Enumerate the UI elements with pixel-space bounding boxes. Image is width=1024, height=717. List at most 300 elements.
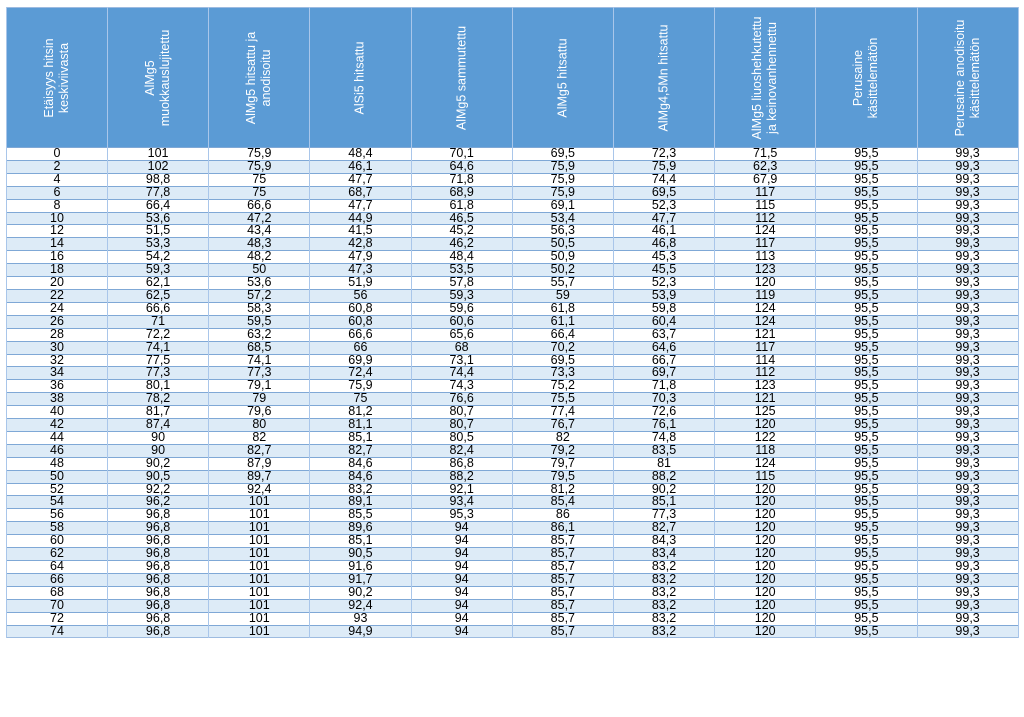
header-almg5-quenched: AlMg5 sammutettu	[411, 8, 512, 148]
table-row	[7, 380, 1019, 393]
hardness-cell: 99,3	[917, 289, 1018, 302]
hardness-cell: 64,6	[613, 341, 714, 354]
hardness-cell: 63,2	[209, 328, 310, 341]
hardness-cell: 120	[715, 522, 816, 535]
hardness-cell: 93,4	[411, 496, 512, 509]
hardness-cell: 48,3	[209, 238, 310, 251]
hardness-cell: 59,3	[108, 264, 209, 277]
hardness-cell: 95,5	[816, 225, 917, 238]
hardness-cell: 50	[209, 264, 310, 277]
table-row	[7, 251, 1019, 264]
hardness-cell: 95,5	[816, 173, 917, 186]
hardness-cell: 65,6	[411, 328, 512, 341]
hardness-cell: 101	[209, 625, 310, 638]
distance-cell: 58	[7, 522, 108, 535]
hardness-cell: 99,3	[917, 341, 1018, 354]
hardness-cell: 85,7	[512, 599, 613, 612]
distance-cell: 70	[7, 599, 108, 612]
distance-cell: 22	[7, 289, 108, 302]
hardness-cell: 96,8	[108, 561, 209, 574]
hardness-cell: 70,1	[411, 148, 512, 161]
distance-cell: 30	[7, 341, 108, 354]
hardness-cell: 124	[715, 225, 816, 238]
hardness-cell: 120	[715, 496, 816, 509]
hardness-cell: 61,8	[411, 199, 512, 212]
hardness-cell: 74,3	[411, 380, 512, 393]
hardness-cell: 68,7	[310, 186, 411, 199]
hardness-cell: 60,8	[310, 302, 411, 315]
hardness-cell: 120	[715, 509, 816, 522]
distance-cell: 50	[7, 470, 108, 483]
hardness-cell: 47,7	[613, 212, 714, 225]
hardness-cell: 46,2	[411, 238, 512, 251]
hardness-cell: 42,8	[310, 238, 411, 251]
hardness-cell: 120	[715, 277, 816, 290]
hardness-cell: 95,5	[816, 212, 917, 225]
hardness-cell: 88,2	[411, 470, 512, 483]
hardness-cell: 84,6	[310, 470, 411, 483]
distance-cell: 34	[7, 367, 108, 380]
hardness-cell: 55,7	[512, 277, 613, 290]
hardness-cell: 95,5	[816, 625, 917, 638]
hardness-cell: 99,3	[917, 535, 1018, 548]
hardness-cell: 123	[715, 380, 816, 393]
hardness-cell: 80,5	[411, 431, 512, 444]
hardness-cell: 93	[310, 612, 411, 625]
distance-cell: 46	[7, 444, 108, 457]
hardness-cell: 99,3	[917, 444, 1018, 457]
hardness-cell: 45,5	[613, 264, 714, 277]
hardness-cell: 99,3	[917, 238, 1018, 251]
hardness-cell: 56,3	[512, 225, 613, 238]
hardness-cell: 75,5	[512, 393, 613, 406]
distance-cell: 40	[7, 406, 108, 419]
hardness-cell: 75	[209, 186, 310, 199]
table-row	[7, 354, 1019, 367]
hardness-cell: 99,3	[917, 264, 1018, 277]
hardness-cell: 69,5	[512, 354, 613, 367]
hardness-cell: 73,1	[411, 354, 512, 367]
hardness-cell: 91,7	[310, 573, 411, 586]
hardness-cell: 95,5	[816, 328, 917, 341]
hardness-cell: 95,5	[816, 612, 917, 625]
distance-cell: 60	[7, 535, 108, 548]
hardness-cell: 88,2	[613, 470, 714, 483]
hardness-cell: 96,8	[108, 573, 209, 586]
distance-cell: 56	[7, 509, 108, 522]
hardness-cell: 99,3	[917, 225, 1018, 238]
hardness-cell: 94	[411, 522, 512, 535]
hardness-cell: 99,3	[917, 509, 1018, 522]
distance-cell: 42	[7, 419, 108, 432]
hardness-cell: 75,9	[512, 186, 613, 199]
hardness-cell: 89,7	[209, 470, 310, 483]
hardness-cell: 48,2	[209, 251, 310, 264]
hardness-cell: 85,5	[310, 509, 411, 522]
hardness-cell: 117	[715, 186, 816, 199]
table-body	[7, 148, 1019, 638]
hardness-cell: 90,2	[310, 586, 411, 599]
hardness-cell: 81,7	[108, 406, 209, 419]
distance-cell: 44	[7, 431, 108, 444]
hardness-cell: 75	[209, 173, 310, 186]
hardness-cell: 96,2	[108, 496, 209, 509]
hardness-cell: 95,5	[816, 380, 917, 393]
hardness-cell: 83,2	[613, 599, 714, 612]
hardness-cell: 67,9	[715, 173, 816, 186]
distance-cell: 54	[7, 496, 108, 509]
hardness-cell: 99,3	[917, 354, 1018, 367]
hardness-cell: 51,5	[108, 225, 209, 238]
header-almg5-solution-aged: AlMg5 liuoshehkutettu ja keinovanhennettu	[715, 8, 816, 148]
hardness-cell: 53,3	[108, 238, 209, 251]
hardness-cell: 99,3	[917, 277, 1018, 290]
hardness-cell: 75,9	[512, 160, 613, 173]
hardness-cell: 62,5	[108, 289, 209, 302]
hardness-cell: 120	[715, 599, 816, 612]
distance-cell: 24	[7, 302, 108, 315]
table-row	[7, 160, 1019, 173]
hardness-cell: 101	[209, 599, 310, 612]
header-almg5-strain-hardened: AlMg5 muokkauslujitettu	[108, 8, 209, 148]
hardness-cell: 94	[411, 625, 512, 638]
distance-cell: 2	[7, 160, 108, 173]
hardness-cell: 95,5	[816, 548, 917, 561]
hardness-cell: 95,5	[816, 302, 917, 315]
hardness-cell: 94	[411, 548, 512, 561]
hardness-cell: 115	[715, 199, 816, 212]
hardness-cell: 72,2	[108, 328, 209, 341]
hardness-cell: 95,5	[816, 148, 917, 161]
hardness-cell: 59,5	[209, 315, 310, 328]
hardness-cell: 74,4	[613, 173, 714, 186]
table-row	[7, 341, 1019, 354]
hardness-cell: 86,8	[411, 457, 512, 470]
hardness-cell: 79,1	[209, 380, 310, 393]
hardness-cell: 95,5	[816, 393, 917, 406]
hardness-cell: 82	[209, 431, 310, 444]
hardness-cell: 75	[310, 393, 411, 406]
hardness-cell: 69,1	[512, 199, 613, 212]
hardness-cell: 120	[715, 548, 816, 561]
hardness-cell: 101	[209, 548, 310, 561]
hardness-cell: 71	[108, 315, 209, 328]
table-row	[7, 535, 1019, 548]
hardness-cell: 75,2	[512, 380, 613, 393]
hardness-cell: 120	[715, 561, 816, 574]
hardness-cell: 71,8	[613, 380, 714, 393]
hardness-cell: 68	[411, 341, 512, 354]
hardness-cell: 81	[613, 457, 714, 470]
hardness-cell: 101	[209, 573, 310, 586]
hardness-cell: 74,1	[108, 341, 209, 354]
hardness-cell: 44,9	[310, 212, 411, 225]
hardness-cell: 59,6	[411, 302, 512, 315]
hardness-cell: 99,3	[917, 212, 1018, 225]
distance-cell: 26	[7, 315, 108, 328]
hardness-cell: 95,5	[816, 406, 917, 419]
table-row	[7, 264, 1019, 277]
table-row	[7, 225, 1019, 238]
hardness-cell: 85,1	[310, 431, 411, 444]
hardness-cell: 114	[715, 354, 816, 367]
hardness-cell: 94	[411, 573, 512, 586]
header-alsi5-welded: AlSi5 hitsattu	[310, 8, 411, 148]
hardness-cell: 53,9	[613, 289, 714, 302]
hardness-cell: 80	[209, 419, 310, 432]
hardness-cell: 87,4	[108, 419, 209, 432]
hardness-cell: 125	[715, 406, 816, 419]
hardness-cell: 46,5	[411, 212, 512, 225]
distance-cell: 0	[7, 148, 108, 161]
hardness-cell: 120	[715, 483, 816, 496]
distance-cell: 6	[7, 186, 108, 199]
hardness-cell: 66,4	[108, 199, 209, 212]
hardness-cell: 52,3	[613, 277, 714, 290]
hardness-cell: 95,5	[816, 535, 917, 548]
hardness-cell: 99,3	[917, 625, 1018, 638]
distance-cell: 4	[7, 173, 108, 186]
hardness-cell: 96,8	[108, 612, 209, 625]
header-distance: Etäisyys hitsin keskiviivasta	[7, 8, 108, 148]
hardness-cell: 112	[715, 212, 816, 225]
hardness-cell: 101	[209, 586, 310, 599]
hardness-cell: 58,3	[209, 302, 310, 315]
hardness-cell: 95,5	[816, 199, 917, 212]
hardness-cell: 60,6	[411, 315, 512, 328]
table-row	[7, 328, 1019, 341]
hardness-cell: 86	[512, 509, 613, 522]
hardness-cell: 121	[715, 393, 816, 406]
distance-cell: 66	[7, 573, 108, 586]
hardness-cell: 87,9	[209, 457, 310, 470]
hardness-cell: 99,3	[917, 561, 1018, 574]
hardness-cell: 94	[411, 599, 512, 612]
hardness-cell: 79,2	[512, 444, 613, 457]
hardness-cell: 96,8	[108, 548, 209, 561]
hardness-cell: 95,5	[816, 354, 917, 367]
distance-cell: 32	[7, 354, 108, 367]
table-row	[7, 470, 1019, 483]
distance-cell: 10	[7, 212, 108, 225]
hardness-cell: 99,3	[917, 573, 1018, 586]
hardness-cell: 117	[715, 341, 816, 354]
hardness-cell: 69,7	[613, 367, 714, 380]
hardness-cell: 120	[715, 419, 816, 432]
hardness-cell: 101	[209, 535, 310, 548]
hardness-cell: 81,2	[310, 406, 411, 419]
hardness-cell: 56	[310, 289, 411, 302]
table-row	[7, 406, 1019, 419]
table-row	[7, 548, 1019, 561]
hardness-cell: 74,4	[411, 367, 512, 380]
hardness-cell: 77,5	[108, 354, 209, 367]
hardness-cell: 51,9	[310, 277, 411, 290]
hardness-cell: 59,8	[613, 302, 714, 315]
hardness-cell: 59,3	[411, 289, 512, 302]
hardness-cell: 101	[209, 561, 310, 574]
hardness-cell: 47,9	[310, 251, 411, 264]
hardness-cell: 101	[108, 148, 209, 161]
hardness-cell: 74,8	[613, 431, 714, 444]
hardness-cell: 95,5	[816, 160, 917, 173]
distance-cell: 68	[7, 586, 108, 599]
hardness-cell: 85,7	[512, 573, 613, 586]
hardness-cell: 66,6	[209, 199, 310, 212]
hardness-cell: 78,2	[108, 393, 209, 406]
hardness-cell: 102	[108, 160, 209, 173]
hardness-cell: 82,4	[411, 444, 512, 457]
hardness-cell: 95,5	[816, 419, 917, 432]
hardness-cell: 96,8	[108, 509, 209, 522]
table-row	[7, 277, 1019, 290]
table-row	[7, 457, 1019, 470]
hardness-cell: 83,2	[613, 612, 714, 625]
hardness-cell: 52,3	[613, 199, 714, 212]
hardness-cell: 46,1	[310, 160, 411, 173]
hardness-cell: 117	[715, 238, 816, 251]
hardness-cell: 66,7	[613, 354, 714, 367]
hardness-cell: 70,3	[613, 393, 714, 406]
hardness-cell: 124	[715, 457, 816, 470]
hardness-cell: 99,3	[917, 186, 1018, 199]
hardness-cell: 54,2	[108, 251, 209, 264]
hardness-cell: 50,9	[512, 251, 613, 264]
table-row	[7, 431, 1019, 444]
hardness-cell: 95,5	[816, 341, 917, 354]
hardness-cell: 99,3	[917, 160, 1018, 173]
hardness-cell: 122	[715, 431, 816, 444]
hardness-cell: 95,5	[816, 238, 917, 251]
hardness-cell: 83,5	[613, 444, 714, 457]
hardness-cell: 99,3	[917, 522, 1018, 535]
hardness-cell: 62,3	[715, 160, 816, 173]
hardness-cell: 92,1	[411, 483, 512, 496]
hardness-cell: 95,5	[816, 277, 917, 290]
hardness-cell: 96,8	[108, 535, 209, 548]
hardness-cell: 99,3	[917, 419, 1018, 432]
hardness-cell: 95,5	[816, 509, 917, 522]
table-row	[7, 522, 1019, 535]
hardness-cell: 74,1	[209, 354, 310, 367]
table-row	[7, 509, 1019, 522]
hardness-cell: 72,3	[613, 148, 714, 161]
hardness-cell: 90,5	[108, 470, 209, 483]
hardness-cell: 84,6	[310, 457, 411, 470]
distance-cell: 16	[7, 251, 108, 264]
table-row	[7, 212, 1019, 225]
hardness-cell: 96,8	[108, 586, 209, 599]
hardness-cell: 61,1	[512, 315, 613, 328]
table-row	[7, 612, 1019, 625]
hardness-cell: 66,6	[310, 328, 411, 341]
hardness-cell: 82	[512, 431, 613, 444]
hardness-cell: 53,6	[209, 277, 310, 290]
distance-cell: 74	[7, 625, 108, 638]
hardness-cell: 94	[411, 561, 512, 574]
hardness-cell: 83,2	[613, 586, 714, 599]
hardness-cell: 68,9	[411, 186, 512, 199]
hardness-cell: 70,2	[512, 341, 613, 354]
hardness-cell: 120	[715, 612, 816, 625]
hardness-cell: 86,1	[512, 522, 613, 535]
hardness-cell: 95,5	[816, 586, 917, 599]
hardness-cell: 95,5	[816, 470, 917, 483]
hardness-cell: 85,7	[512, 612, 613, 625]
hardness-cell: 95,5	[816, 522, 917, 535]
table-row	[7, 625, 1019, 638]
hardness-cell: 66,6	[108, 302, 209, 315]
hardness-cell: 63,7	[613, 328, 714, 341]
hardness-cell: 101	[209, 612, 310, 625]
hardness-cell: 83,4	[613, 548, 714, 561]
header-base-untreated: Perusaine käsittelemätön	[816, 8, 917, 148]
hardness-cell: 99,3	[917, 367, 1018, 380]
hardness-cell: 99,3	[917, 173, 1018, 186]
hardness-cell: 115	[715, 470, 816, 483]
hardness-cell: 95,5	[816, 573, 917, 586]
table-row	[7, 199, 1019, 212]
hardness-cell: 90	[108, 431, 209, 444]
hardness-cell: 60,4	[613, 315, 714, 328]
table-row	[7, 148, 1019, 161]
table-row	[7, 289, 1019, 302]
hardness-cell: 61,8	[512, 302, 613, 315]
hardness-cell: 99,3	[917, 470, 1018, 483]
table-header-row	[7, 8, 1019, 148]
hardness-cell: 84,3	[613, 535, 714, 548]
hardness-cell: 81,1	[310, 419, 411, 432]
hardness-cell: 79	[209, 393, 310, 406]
hardness-cell: 77,8	[108, 186, 209, 199]
distance-cell: 14	[7, 238, 108, 251]
hardness-cell: 53,6	[108, 212, 209, 225]
hardness-cell: 79,5	[512, 470, 613, 483]
table-row	[7, 186, 1019, 199]
distance-cell: 36	[7, 380, 108, 393]
hardness-cell: 85,7	[512, 586, 613, 599]
hardness-cell: 95,5	[816, 367, 917, 380]
hardness-cell: 80,7	[411, 406, 512, 419]
hardness-cell: 89,1	[310, 496, 411, 509]
hardness-cell: 82,7	[613, 522, 714, 535]
hardness-cell: 95,5	[816, 561, 917, 574]
hardness-cell: 99,3	[917, 380, 1018, 393]
table-row	[7, 561, 1019, 574]
hardness-cell: 98,8	[108, 173, 209, 186]
hardness-cell: 71,8	[411, 173, 512, 186]
distance-cell: 52	[7, 483, 108, 496]
hardness-cell: 47,7	[310, 173, 411, 186]
hardness-cell: 69,5	[512, 148, 613, 161]
hardness-cell: 50,2	[512, 264, 613, 277]
hardness-cell: 72,6	[613, 406, 714, 419]
hardness-cell: 48,4	[310, 148, 411, 161]
table-row	[7, 573, 1019, 586]
hardness-cell: 99,3	[917, 431, 1018, 444]
table-row	[7, 302, 1019, 315]
header-almg5-welded-anodized: AlMg5 hitsattu ja anodisoitu	[209, 8, 310, 148]
hardness-cell: 66	[310, 341, 411, 354]
hardness-cell: 57,2	[209, 289, 310, 302]
hardness-cell: 99,3	[917, 586, 1018, 599]
hardness-cell: 120	[715, 586, 816, 599]
distance-cell: 38	[7, 393, 108, 406]
hardness-cell: 95,5	[816, 457, 917, 470]
table-row	[7, 496, 1019, 509]
hardness-cell: 50,5	[512, 238, 613, 251]
hardness-cell: 81,2	[512, 483, 613, 496]
